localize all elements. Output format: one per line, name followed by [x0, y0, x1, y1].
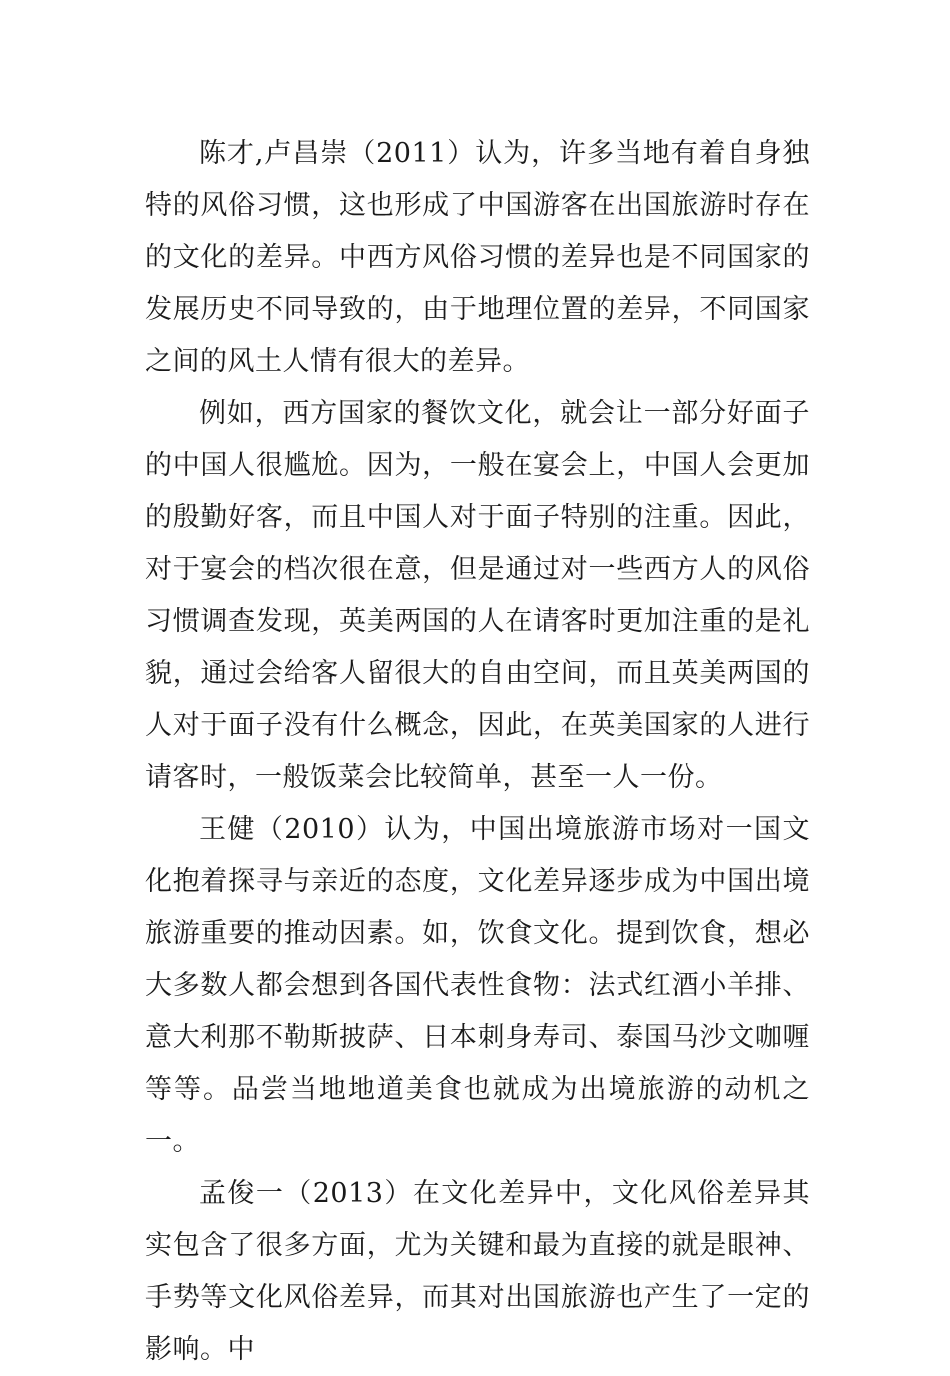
- paragraph-1: 陈才,卢昌崇（2011）认为，许多当地有着自身独特的风俗习惯，这也形成了中国游客在出国旅游时存在的文化的差异。中西方风俗习惯的差异也是不同国家的发展历史不同导致的，由于地理位置的差异，不同国家之间的风土人情有很大的差异。: [145, 138, 810, 377]
- body-text: [145, 128, 810, 1376]
- paragraph-2: 例如，西方国家的餐饮文化，就会让一部分好面子的中国人很尴尬。因为，一般在宴会上，中国人会更加的殷勤好客，而且中国人对于面子特别的注重。因此，对于宴会的档次很在意，但是通过对一些西方人的风俗习惯调查发现，英美两国的人在请客时更加注重的是礼貌，通过会给客人留很大的自由空间，而且英美两国的人对于面子没有什么概念，因此，在英美国家的人进行请客时，一般饭菜会比较简单，甚至一人一份。: [145, 398, 810, 793]
- paragraph-3: 王健（2010）认为，中国出境旅游市场对一国文化抱着探寻与亲近的态度，文化差异逐步成为中国出境旅游重要的推动因素。如，饮食文化。提到饮食，想必大多数人都会想到各国代表性食物：法式红酒小羊排、意大利那不勒斯披萨、日本刺身寿司、泰国马沙文咖喱等等。品尝当地地道美食也就成为出境旅游的动机之一。: [145, 814, 810, 1157]
- paragraph-4: 孟俊一（2013）在文化差异中，文化风俗差异其实包含了很多方面，尤为关键和最为直接的就是眼神、手势等文化风俗差异，而其对出国旅游也产生了一定的影响。中: [145, 1178, 810, 1365]
